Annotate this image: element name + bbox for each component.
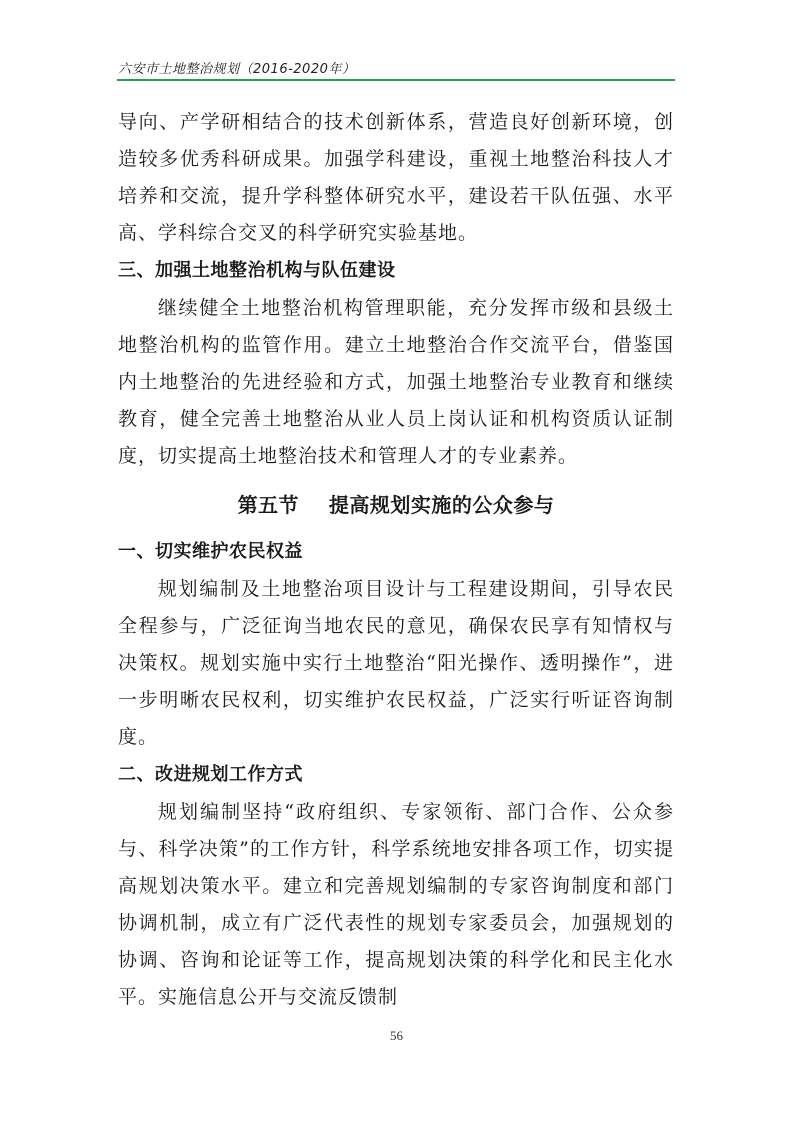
paragraph-working-methods: 规划编制坚持“政府组织、专家领衔、部门合作、公众参与、科学决策”的工作方针，科学系统地安排各项工作，切实提高规划决策水平。建立和完善规划编制的专家咨询制度和部门协调机制，成立有广泛代表性的规划专家委员会，加强规划的协调、咨询和论证等工作，提高规划决策的科学化和民主化水平。实施信息公开与交流反馈制 — [118, 801, 674, 1008]
page-number: 56 — [390, 1028, 403, 1043]
subheading-strengthen-institutions: 三、加强土地整治机构与队伍建设 — [118, 260, 396, 281]
page-content — [118, 104, 674, 1016]
paragraph-institutions: 继续健全土地整治机构管理职能，充分发挥市级和县级土地整治机构的监管作用。建立土地整治合作交流平台，借鉴国内土地整治的先进经验和方式，加强土地整治专业教育和继续教育，健全完善土地整治从业人员上岗认证和机构资质认证制度，切实提高土地整治技术和管理人才的专业素养。 — [118, 297, 674, 467]
paragraph-continued: 导向、产学研相结合的技术创新体系，营造良好创新环境，创造较多优秀科研成果。加强学科建设，重视土地整治科技人才培养和交流，提升学科整体研究水平，建设若干队伍强、水平高、学科综合交叉的科学研究实验基地。 — [118, 111, 674, 244]
running-header: 六安市土地整治规划（2016-2020年） — [118, 62, 356, 77]
subheading-farmer-rights: 一、切实维护农民权益 — [118, 541, 303, 562]
section-heading: 第五节 提高规划实施的公众参与 — [237, 493, 555, 517]
paragraph-farmer-rights: 规划编制及土地整治项目设计与工程建设期间，引导农民全程参与，广泛征询当地农民的意见，确保农民享有知情权与决策权。规划实施中实行土地整治“阳光操作、透明操作”，进一步明晰农民权利，切实维护农民权益，广泛实行听证咨询制度。 — [118, 578, 674, 748]
subheading-working-methods: 二、改进规划工作方式 — [118, 764, 303, 785]
header-rule — [117, 79, 675, 81]
